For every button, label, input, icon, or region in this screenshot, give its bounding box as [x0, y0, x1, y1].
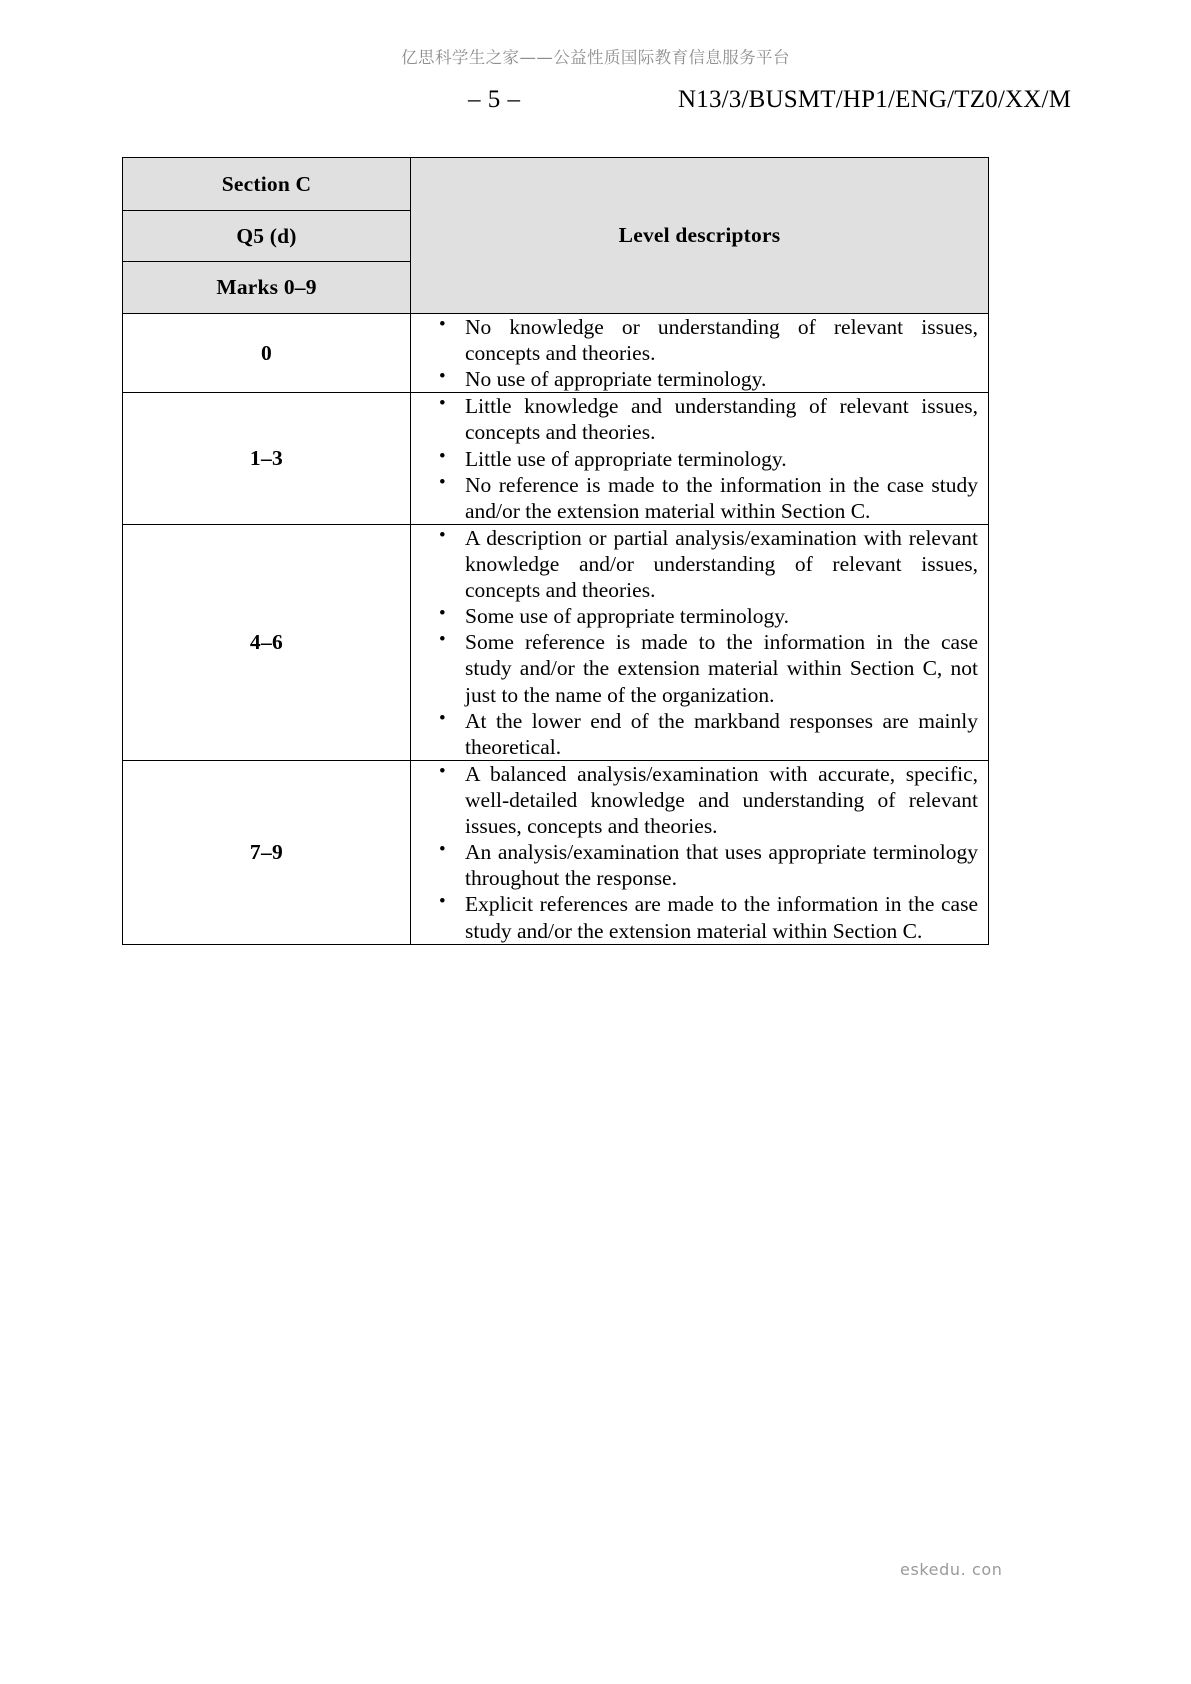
paper-code: N13/3/BUSMT/HP1/ENG/TZ0/XX/M [678, 86, 1072, 113]
descriptor-text: • Little use of appropriate terminology. [465, 446, 787, 471]
list-item [465, 629, 978, 707]
list-item [465, 891, 978, 943]
marks-cell: 0 [123, 314, 411, 393]
descriptor-text: • A description or partial analysis/examination with relevant knowledge and/or understanding of relevant issues, concepts and theories. [465, 525, 978, 603]
descriptor-list [411, 761, 988, 944]
header-cell-question: Q5 (d) [123, 211, 411, 262]
header-cell-marks-range: Marks 0–9 [123, 262, 411, 314]
descriptor-list [411, 525, 988, 760]
list-item [465, 314, 978, 366]
list-item [465, 525, 978, 603]
descriptor-text: • Some reference is made to the information in the case study and/or the extension material within Section C, not just to the name of the organization. [465, 630, 978, 707]
bottom-watermark: eskedu. con [900, 1560, 1003, 1579]
marks-cell: 1–3 [123, 393, 411, 525]
list-item [465, 446, 978, 472]
table-row [123, 393, 989, 525]
descriptors-cell [411, 760, 989, 944]
list-item [465, 603, 978, 629]
list-item [465, 708, 978, 760]
marks-cell: 4–6 [123, 524, 411, 760]
descriptor-text: • At the lower end of the markband responses are mainly theoretical. [465, 708, 978, 759]
descriptor-list [411, 314, 988, 392]
header-cell-section: Section C [123, 158, 411, 211]
descriptor-text: • No reference is made to the information in the case study and/or the extension material within Section C. [465, 472, 978, 523]
descriptors-cell [411, 314, 989, 393]
list-item [465, 761, 978, 839]
table-row [123, 524, 989, 760]
list-item [465, 393, 978, 445]
table-header-row-section [123, 158, 989, 211]
table-row [123, 314, 989, 393]
table-row [123, 760, 989, 944]
marks-cell: 7–9 [123, 760, 411, 944]
markscheme-table [122, 157, 989, 945]
list-item [465, 366, 978, 392]
list-item [465, 839, 978, 891]
descriptor-list [411, 393, 988, 524]
descriptor-text: • Little knowledge and understanding of relevant issues, concepts and theories. [465, 394, 978, 445]
descriptors-cell [411, 524, 989, 760]
top-watermark: 亿思科学生之家——公益性质国际教育信息服务平台 [401, 48, 790, 67]
header-cell-level-descriptors: Level descriptors [411, 158, 989, 314]
descriptor-text: • Some use of appropriate terminology. [465, 604, 790, 629]
descriptor-text: • A balanced analysis/examination with accurate, specific, well-detailed knowledge and understanding of relevant issues, concepts and theories. [465, 761, 978, 839]
page-number: – 5 – [468, 86, 521, 113]
page-header [0, 86, 1191, 120]
descriptor-text: • No knowledge or understanding of relevant issues, concepts and theories. [465, 315, 978, 366]
descriptor-text: • Explicit references are made to the information in the case study and/or the extension material within Section C. [465, 892, 978, 943]
list-item [465, 472, 978, 524]
descriptor-text: • An analysis/examination that uses appropriate terminology throughout the response. [465, 840, 978, 891]
descriptor-text: • No use of appropriate terminology. [465, 367, 767, 392]
descriptors-cell [411, 393, 989, 525]
